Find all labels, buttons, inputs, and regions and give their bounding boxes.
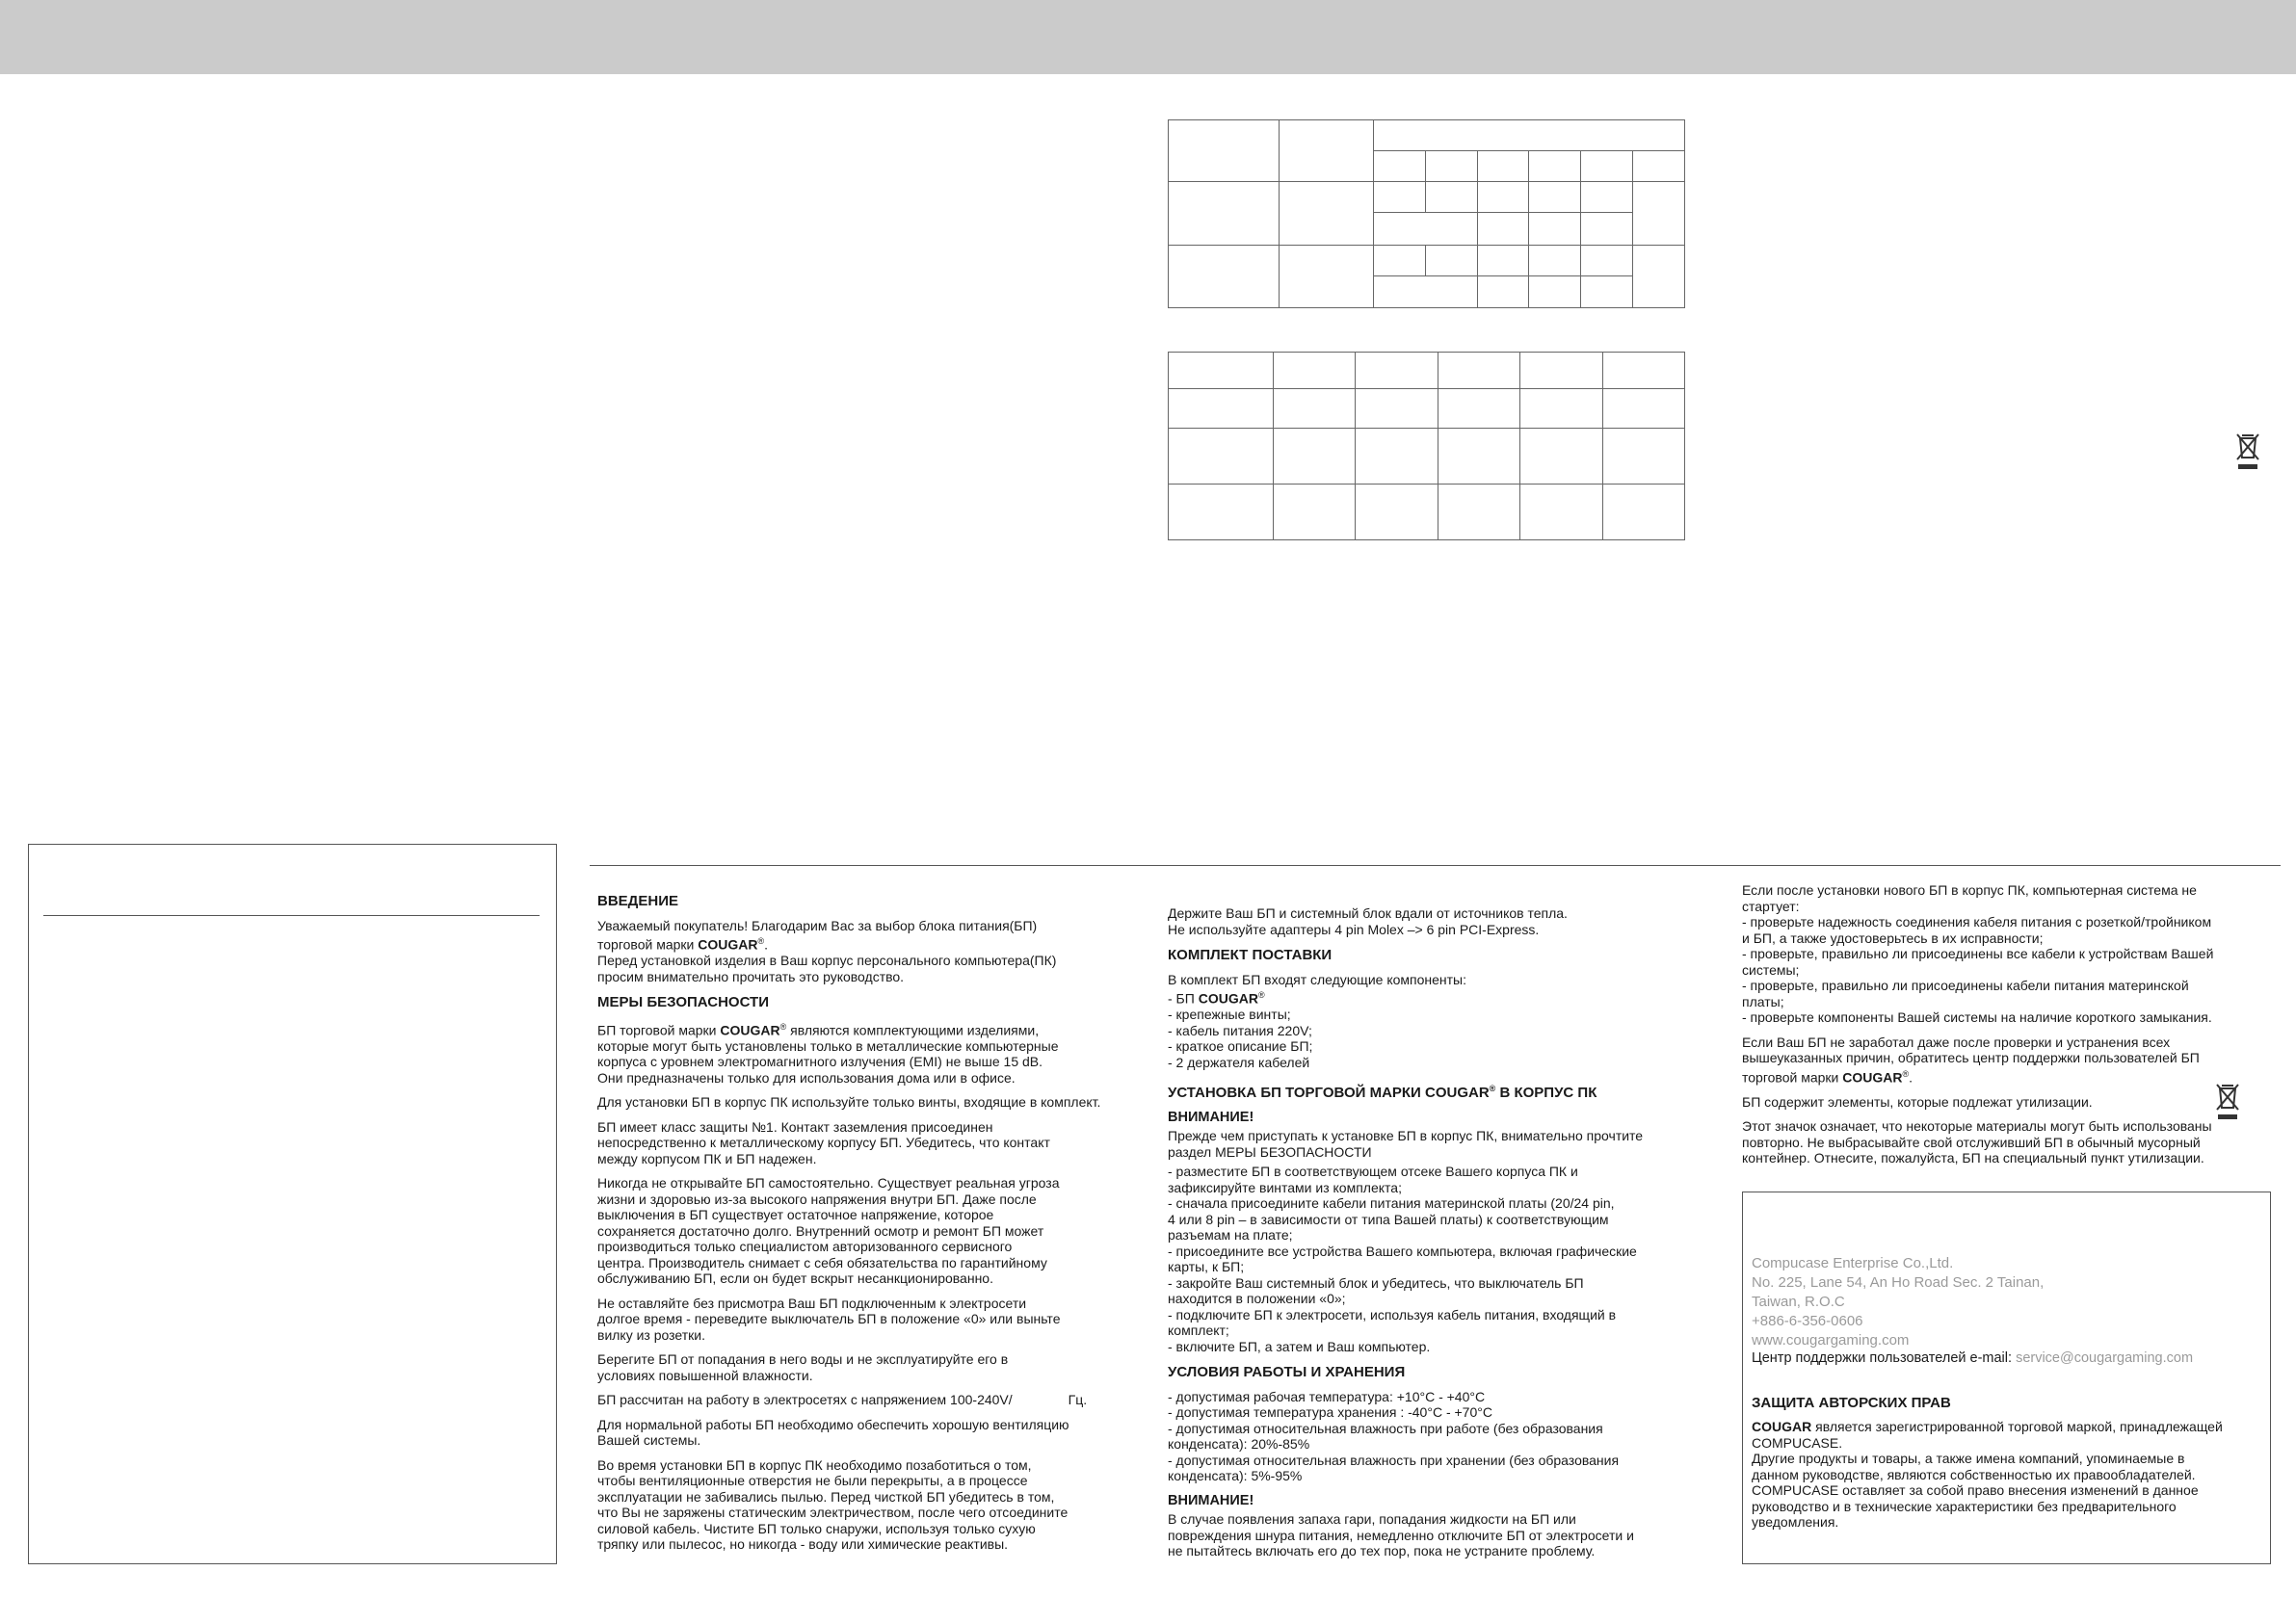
warning-heading-2: ВНИМАНИЕ! [1168,1492,1254,1508]
kit-heading: КОМПЛЕКТ ПОСТАВКИ [1168,947,1333,963]
intro-text-end: . [764,936,768,953]
emergency-text: В случае появления запаха гари, попадания жидкости на БП или повреждения шнура питания, немедленно отключите БП от электросети и не пытайтесь включать его до тех пор, пока не устраните проблему. [1168,1511,1634,1559]
conditions-list [1168,1389,1707,1484]
registered-mark: ® [757,936,765,946]
power-spec-table [1168,119,1685,308]
registered-mark: ® [1257,990,1265,1000]
install-step: - закройте Ваш системный блок и убедитесь, что выключатель БП находится в положении «0»; [1168,1274,1584,1307]
registered-mark: ® [1902,1068,1910,1079]
support-email-link[interactable]: service@cougargaming.com [2016,1350,2194,1366]
safety-paragraph-4: Никогда не открывайте БП самостоятельно. Существует реальная угроза жизни и здоровью из-за высокого напряжения внутри БП. Даже после выключения в БП существует остаточное напряжение, которое сохраняется достаточно долго. Внутренний осмотр и ремонт БП может производиться только специалистом авторизованного сервисного центра. Производитель снимает с себя обязательства по гарантийному обслуживанию БП, если он будет вскрыт несанкционированно. [597,1175,1060,1287]
safety-heading: МЕРЫ БЕЗОПАСНОСТИ [597,994,769,1011]
intro-heading: ВВЕДЕНИЕ [597,893,678,909]
troubleshoot-intro: Если после установки нового БП в корпус ПК, компьютерная система не стартует: [1742,882,2197,914]
safety-paragraph-2: Для установки БП в корпус ПК используйте только винты, входящие в комплект. [597,1094,1101,1111]
install-heading-end: В КОРПУС ПК [1495,1085,1597,1102]
cover-divider [43,915,540,916]
safety-paragraph-5: Не оставляйте без присмотра Ваш БП подключенным к электросети долгое время - переведите выключатель БП в положение «0» или выньте вилку из розетки. [597,1295,1061,1343]
install-step: - включите БП, а затем и Ваш компьютер. [1168,1338,1431,1354]
copyright-paragraph-1 [1752,1419,2262,1451]
safety-paragraph-1 [597,1019,1137,1087]
company-address: Compucase Enterprise Co.,Ltd. No. 225, Lane 54, An Ho Road Sec. 2 Tainan, Taiwan, R.O.C +886-6-356-0606 www.cougargaming.com [1752,1255,2045,1349]
install-step: - разместите БП в соответствующем отсеке Вашего корпуса ПК и зафиксируйте винтами из комплекта; [1168,1164,1578,1195]
crossed-bin-icon [2215,1081,2240,1121]
contact-content [1752,1254,2262,1539]
kit-item: - краткое описание БП; [1168,1038,1313,1055]
support-text: Если Ваш БП не заработал даже после проверки и устранения всех вышеуказанных причин, обратитесь центр поддержки пользователей БП торговой марки [1742,1034,2200,1086]
conditions-heading: УСЛОВИЯ РАБОТЫ И ХРАНЕНИЯ [1168,1364,1406,1381]
install-heading [1168,1081,1707,1102]
safety-paragraph-6: Берегите БП от попадания в него воды и не эксплуатируйте его в условиях повышенной влажности. [597,1351,1009,1383]
safety-text-rest: являются комплектующими изделиями, которые могут быть установлены только в металлические компьютерные корпуса с уровнем электромагнитного излучения (EMI) не выше 15 dB. Они предназначены только для использования дома или в офисе. [597,1022,1059,1086]
warning-heading: ВНИМАНИЕ! [1168,1109,1254,1125]
kit-item [1168,987,1707,1007]
troubleshoot-item: - проверьте компоненты Вашей системы на наличие короткого замыкания. [1742,1009,2212,1025]
condition-item: - допустимая температура хранения : -40°C - +70°C [1168,1404,1492,1421]
voltage-text: БП рассчитан на работу в электросетях с напряжением 100-240V/ [597,1392,1013,1408]
troubleshoot-item: - проверьте надежность соединения кабеля питания с розеткой/тройником и БП, а также удостоверьтесь в их исправности; [1742,914,2212,946]
kit-item-prefix: - БП [1168,990,1195,1007]
kit-item: - 2 держателя кабелей [1168,1054,1310,1070]
troubleshoot-list [1742,914,2262,1026]
disposal-paragraph: БП содержит элементы, которые подлежат утилизации. [1742,1093,2093,1110]
column-kit-install [1168,905,1707,1568]
condition-item: - допустимая относительная влажность при хранении (без образования конденсата): 5%-95% [1168,1452,1620,1484]
troubleshoot-item: - проверьте, правильно ли присоединены кабели питания материнской платы; [1742,978,2189,1009]
install-heading-text: УСТАНОВКА БП ТОРГОВОЙ МАРКИ COUGAR [1168,1085,1490,1102]
registered-mark: ® [779,1021,787,1032]
brand-name: COUGAR [698,936,758,953]
brand-name: COUGAR [1198,990,1258,1007]
recycle-paragraph: Этот значок означает, что некоторые материалы могут быть использованы повторно. Не выбрасывайте свой отслуживший БП в обычный мусорный контейнер. Отнесите, пожалуйста, БП на специальный пункт утилизации. [1742,1118,2212,1166]
hz-unit: Гц. [1068,1392,1088,1408]
crossed-bin-icon [2235,431,2260,471]
kit-intro: В комплект БП входят следующие компоненты: [1168,971,1466,987]
brand-name: COUGAR [720,1022,780,1038]
brand-name: COUGAR [1842,1069,1903,1086]
column-intro-safety [597,883,1137,1561]
kit-item: - крепежные винты; [1168,1007,1291,1023]
support-contact [1752,1350,2262,1367]
kit-list [1168,987,1707,1070]
brand-name: COUGAR [1752,1419,1812,1434]
copyright-paragraph-2: Другие продукты и товары, а также имена компаний, упоминаемые в данном руководстве, являются собственностью их правообладателей. COMPUCASE оставляет за собой право внесения изменений в данное руководство и в технические характеристики без предварительного уведомления. [1752,1451,2199,1530]
install-step: - подключите БП к электросети, используя кабель питания, входящий в комплект; [1168,1306,1617,1339]
copyright-heading: ЗАЩИТА АВТОРСКИХ ПРАВ [1752,1394,1951,1411]
safety-paragraph-9: Во время установки БП в корпус ПК необходимо позаботиться о том, чтобы вентиляционные отверстия не были перекрыты, а в процессе эксплуатации не забивались пылью. Перед чисткой БП убедитесь в том, что Вы не заряжены статическим электричеством, после чего отсоедините силовой кабель. Чистите БП только снаружи, используя только сухую тряпку или пылесос, но никогда - воду или химические реактивы. [597,1456,1069,1553]
support-label: Центр поддержки пользователей e-mail: [1752,1350,2017,1366]
safety-paragraph-7 [597,1392,1137,1408]
support-paragraph: Если Ваш БП не заработал даже после проверки и устранения всех вышеуказанных причин, обратитесь центр поддержки пользователей БП торговой марки COUGAR®. [1742,1034,2200,1086]
install-step: - присоедините все устройства Вашего компьютера, включая графические карты, к БП; [1168,1243,1637,1275]
install-step: - сначала присоедините кабели питания материнской платы (20/24 pin, 4 или 8 pin – в зависимости от типа Вашей платы) к соответствующим разъемам на плате; [1168,1195,1615,1244]
condition-item: - допустимая относительная влажность при работе (без образования конденсата): 20%-85% [1168,1420,1603,1453]
connector-table [1168,352,1685,540]
kit-item: - кабель питания 220V; [1168,1022,1312,1038]
safety-paragraph-3: БП имеет класс защиты №1. Контакт заземления присоединен непосредственно к металлическому корпусу БП. Убедитесь, что контакт между корпусом ПК и БП надежен. [597,1118,1050,1166]
cover-frame [28,844,557,1564]
registered-mark: ® [1489,1084,1496,1094]
heat-warning: Держите Ваш БП и системный блок вдали от источников тепла. Не используйте адаптеры 4 pin Molex –> 6 pin PCI-Express. [1168,905,1568,937]
install-intro: Прежде чем приступать к установке БП в корпус ПК, внимательно прочтите раздел МЕРЫ БЕЗОПАСНОСТИ [1168,1128,1644,1160]
copyright-text-1: является зарегистрированной торговой маркой, принадлежащей COMPUCASE. [1752,1419,2223,1451]
column-troubleshooting [1742,882,2262,1175]
safety-text-start: БП торговой марки [597,1022,717,1038]
section-divider [590,865,2281,866]
condition-item: - допустимая рабочая температура: +10°C - +40°C [1168,1388,1486,1404]
safety-paragraph-8: Для нормальной работы БП необходимо обеспечить хорошую вентиляцию Вашей системы. [597,1416,1069,1449]
install-steps [1168,1164,1707,1354]
intro-paragraph [597,918,1137,985]
troubleshoot-item: - проверьте, правильно ли присоединены все кабели к устройствам Вашей системы; [1742,946,2214,978]
top-gray-band [0,0,2296,74]
intro-text: Уважаемый покупатель! Благодарим Вас за выбор блока питания(БП) торговой марки [597,917,1038,953]
intro-text-2: Перед установкой изделия в Ваш корпус персонального компьютера(ПК) просим внимательно прочитать это руководство. [597,953,1057,984]
